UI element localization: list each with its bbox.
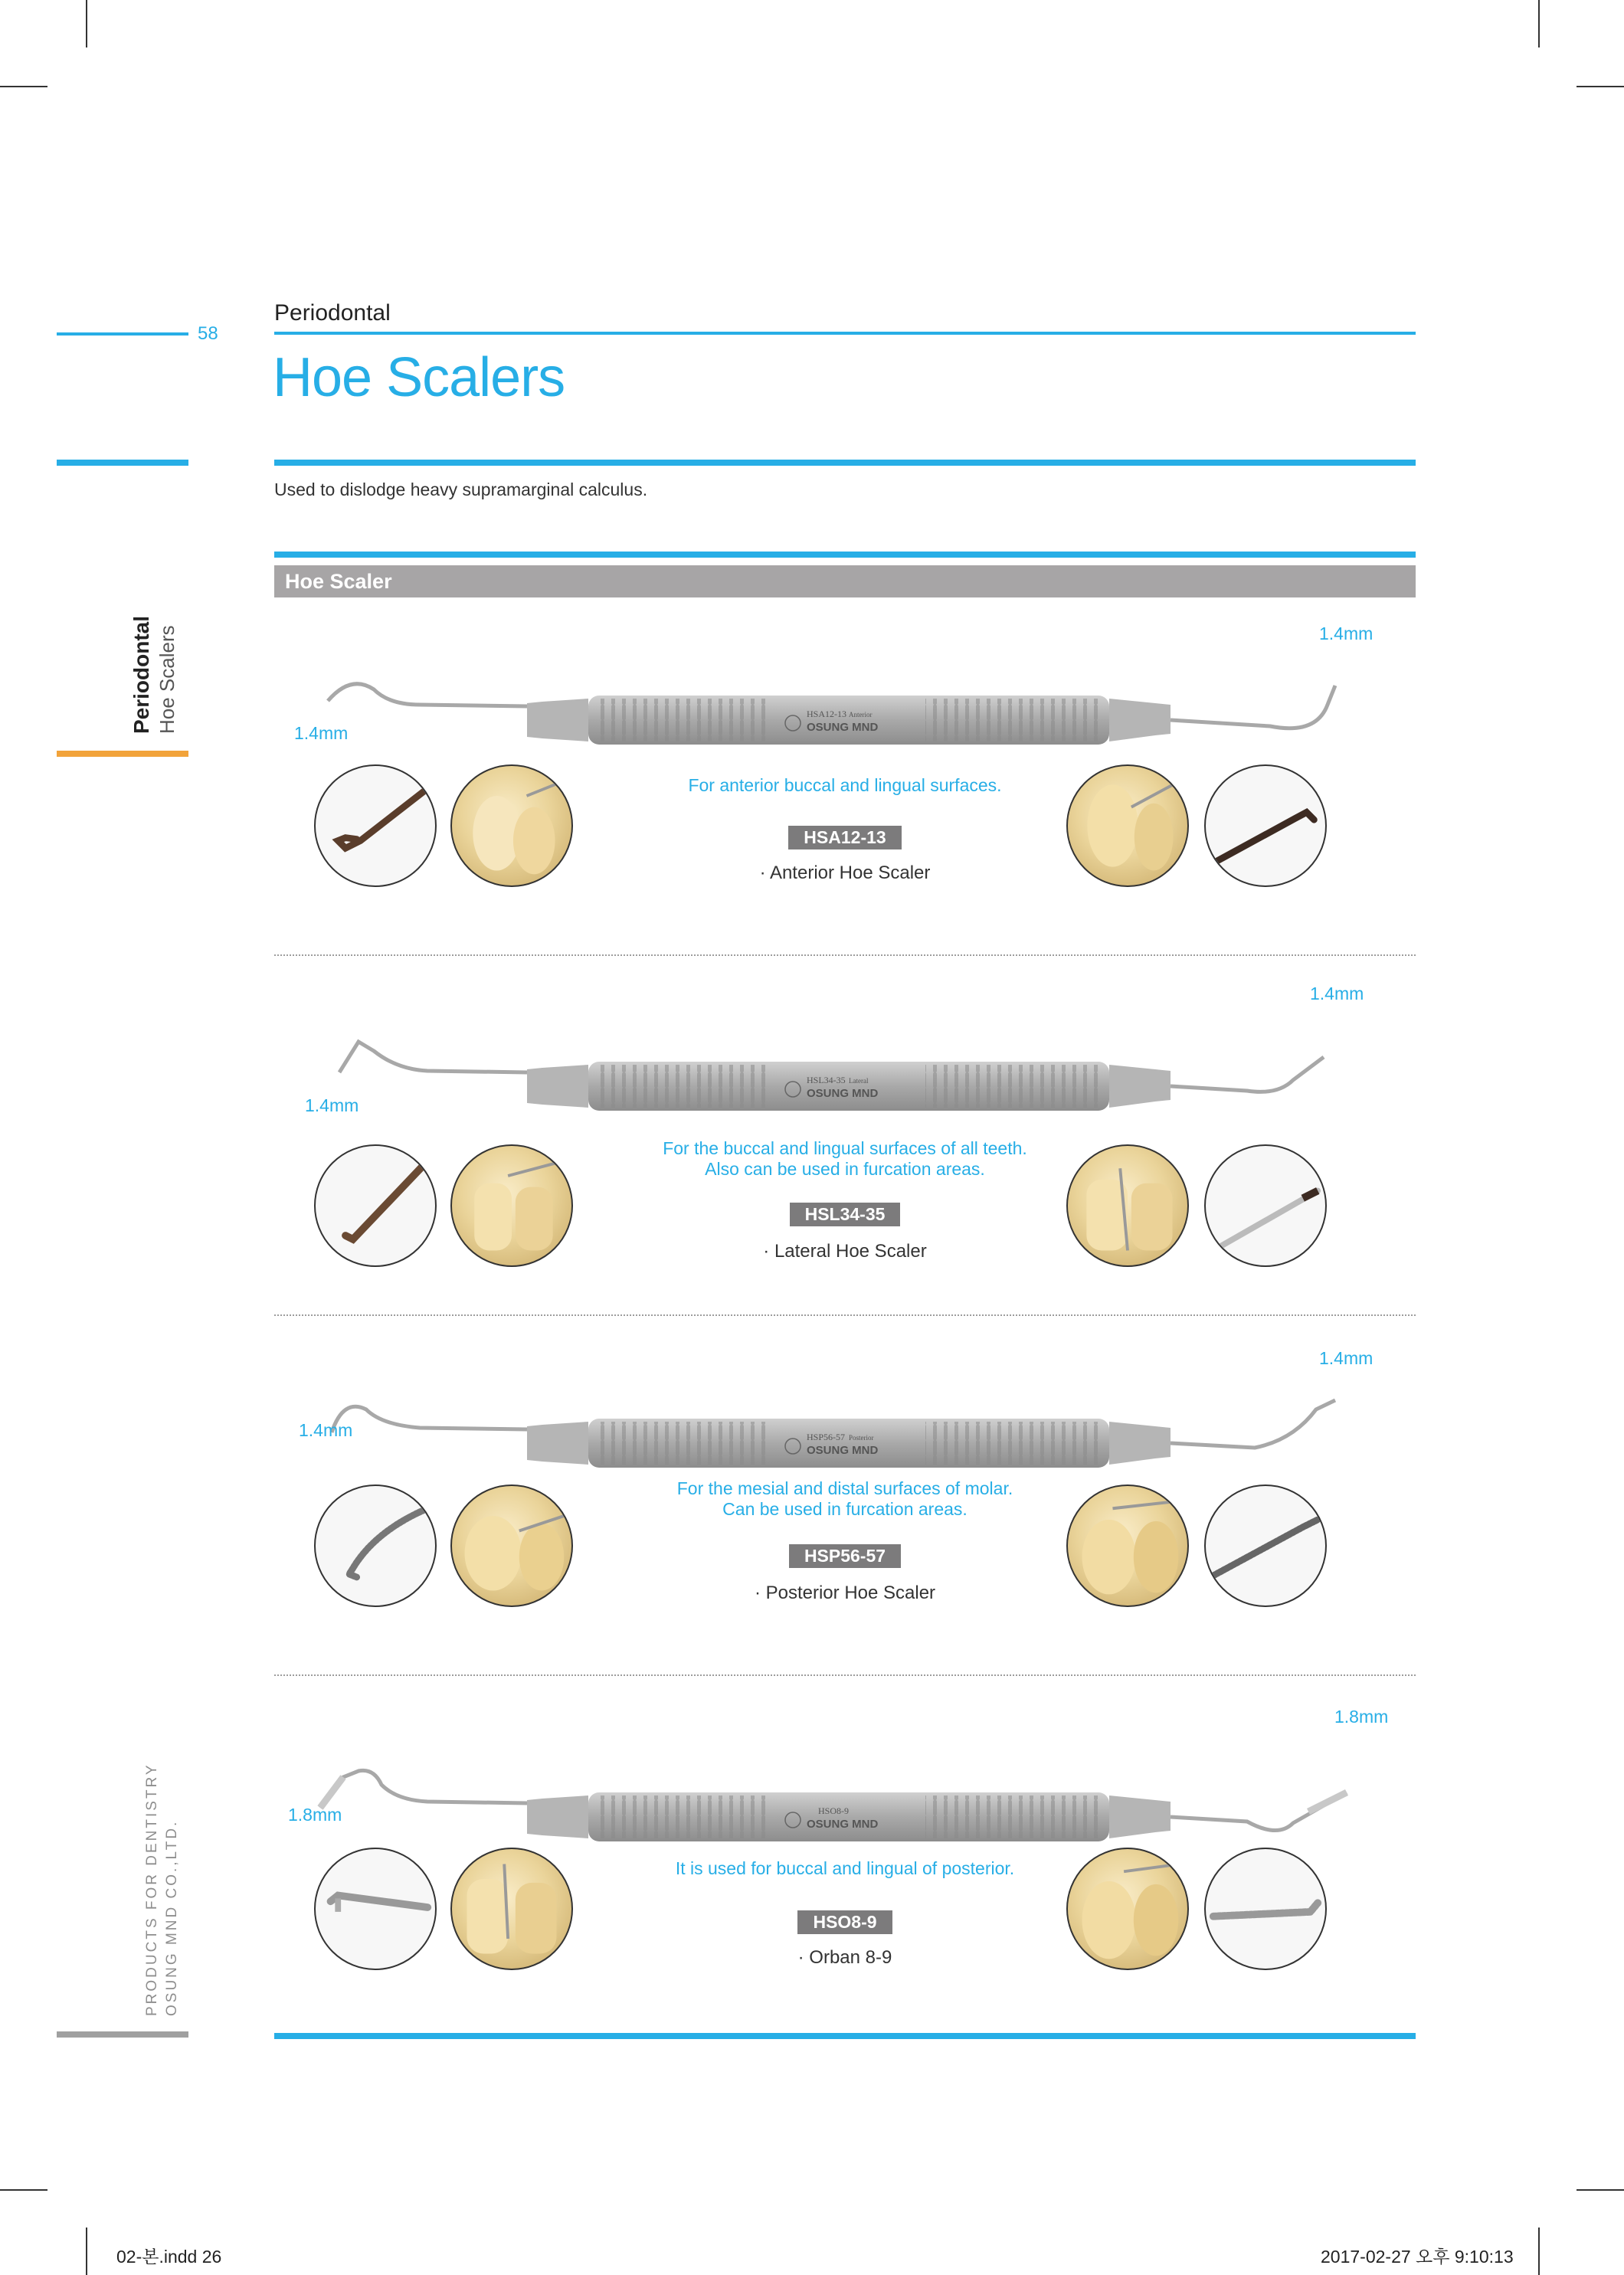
tip-closeup-right <box>1204 1848 1327 1970</box>
teeth-photo-right <box>1066 1848 1189 1970</box>
handle-type: Lateral <box>849 1077 869 1085</box>
product-name: · Posterior Hoe Scaler <box>754 1583 936 1603</box>
handle-code: HSA12-13 <box>807 709 847 719</box>
tip-closeup-right <box>1204 1484 1327 1607</box>
product-code-badge: HSO8-9 <box>797 1910 892 1934</box>
footer-rule <box>274 2033 1416 2039</box>
product-name: · Lateral Hoe Scaler <box>763 1241 927 1262</box>
page-number: 58 <box>198 323 218 344</box>
right-tip-measure: 1.4mm <box>1319 1348 1374 1368</box>
product-name: · Anterior Hoe Scaler <box>759 863 931 883</box>
handle-type: Posterior <box>849 1434 874 1442</box>
description-line: For the buccal and lingual surfaces of all teeth. <box>663 1138 1027 1158</box>
footer-datetime: 2017-02-27 오후 9:10:13 <box>1321 2247 1514 2267</box>
page-number-rule <box>57 332 188 336</box>
product-name-text: Posterior Hoe Scaler <box>765 1583 936 1603</box>
category-rule <box>274 552 1416 558</box>
crop-mark <box>1577 2189 1624 2191</box>
product-divider <box>274 1314 1416 1316</box>
handle-code: HSP56-57 <box>807 1432 846 1442</box>
intro-text: Used to dislodge heavy supramarginal calculus. <box>274 480 648 499</box>
product-name-text: Anterior Hoe Scaler <box>769 863 931 883</box>
handle-brand: OSUNG MND <box>807 1818 879 1831</box>
description-line: Can be used in furcation areas. <box>722 1499 968 1519</box>
crop-mark <box>86 0 87 47</box>
tip-closeup-right <box>1204 764 1327 887</box>
intro-rule <box>274 460 1416 466</box>
handle-brand: OSUNG MND <box>807 1444 879 1457</box>
left-tip-measure: 1.8mm <box>288 1805 342 1825</box>
sidebar-accent-orange <box>57 751 188 757</box>
sidebar-subcategory: Hoe Scalers <box>156 625 178 734</box>
right-tip-measure: 1.4mm <box>1319 624 1374 643</box>
teeth-photo-right <box>1066 1144 1189 1267</box>
section-label: Periodontal <box>274 300 391 326</box>
page-title: Hoe Scalers <box>273 347 565 408</box>
product-item <box>274 973 1416 1310</box>
sidebar-accent-blue <box>57 460 188 466</box>
product-divider <box>274 954 1416 956</box>
crop-mark <box>1538 2228 1540 2275</box>
category-title: Hoe Scaler <box>285 570 392 593</box>
product-item <box>274 613 1416 950</box>
left-tip-measure: 1.4mm <box>305 1095 359 1115</box>
left-tip-measure: 1.4mm <box>299 1420 353 1440</box>
product-name-text: Lateral Hoe Scaler <box>774 1241 927 1262</box>
product-code-badge: HSA12-13 <box>788 826 901 849</box>
product-item <box>274 1333 1416 1670</box>
product-code-badge: HSP56-57 <box>789 1544 901 1568</box>
right-tip-measure: 1.8mm <box>1334 1707 1389 1727</box>
product-item <box>274 1693 1416 2022</box>
instrument-image <box>297 996 1400 1149</box>
description-line: For the mesial and distal surfaces of molar. <box>676 1478 1013 1498</box>
header-rule <box>274 332 1416 335</box>
crop-mark <box>0 86 47 87</box>
handle-type: Anterior <box>849 711 873 719</box>
handle-code: HSL34-35 <box>807 1075 846 1085</box>
sidebar-vertical-label <box>129 616 179 734</box>
instrument-image <box>297 1723 1400 1877</box>
description-line: For anterior buccal and lingual surfaces. <box>688 775 1002 795</box>
description-line: It is used for buccal and lingual of posterior. <box>675 1858 1015 1878</box>
sidebar-accent-gray <box>57 2031 188 2038</box>
product-code-badge: HSL34-35 <box>790 1203 901 1226</box>
crop-mark <box>1538 0 1540 47</box>
category-bar <box>274 565 1416 597</box>
handle-code: HSO8-9 <box>818 1805 850 1816</box>
teeth-photo-right <box>1066 1484 1189 1607</box>
teeth-photo-right <box>1066 764 1189 887</box>
handle-brand: OSUNG MND <box>807 1087 879 1100</box>
crop-mark <box>86 2228 87 2275</box>
sidebar-category: Periodontal <box>129 615 153 734</box>
company-line: OSUNG MND CO.,LTD. <box>164 1819 180 2016</box>
crop-mark <box>0 2189 47 2191</box>
product-divider <box>274 1674 1416 1676</box>
crop-mark <box>1577 86 1624 87</box>
product-name: · Orban 8-9 <box>797 1947 892 1968</box>
company-line: PRODUCTS FOR DENTISTRY <box>144 1763 160 2016</box>
handle-brand: OSUNG MND <box>807 721 879 734</box>
footer-file-info: 02-본.indd 26 <box>116 2247 222 2267</box>
company-vertical-label <box>142 1763 182 2016</box>
tip-closeup-right <box>1204 1144 1327 1267</box>
product-name-text: Orban 8-9 <box>809 1947 892 1968</box>
right-tip-measure: 1.4mm <box>1310 984 1364 1003</box>
description-line: Also can be used in furcation areas. <box>705 1159 985 1179</box>
left-tip-measure: 1.4mm <box>294 723 349 743</box>
